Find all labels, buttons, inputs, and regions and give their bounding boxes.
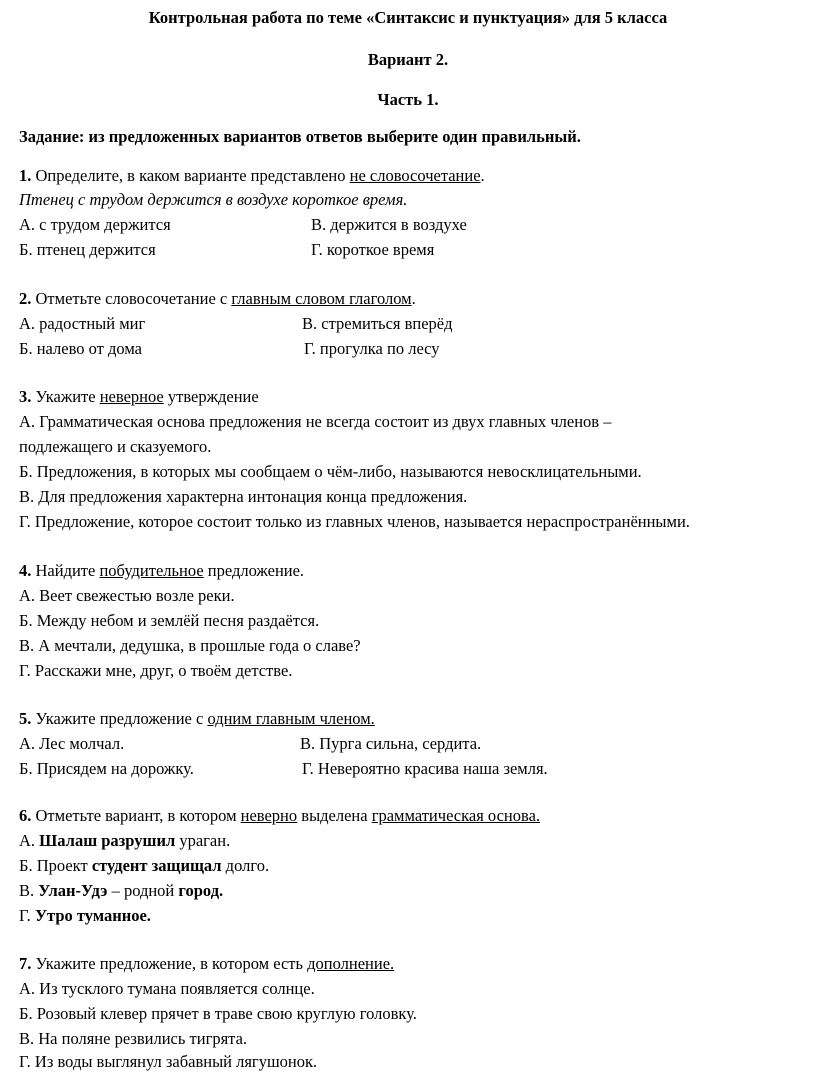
q4-option-v: В. А мечтали, дедушка, в прошлые года о славе? bbox=[19, 636, 361, 655]
bold-grammar-basis: Утро туманное. bbox=[34, 906, 151, 925]
bold-grammar-basis: Шалаш разрушил bbox=[39, 831, 176, 850]
question-4 bbox=[19, 561, 304, 581]
q3-option-a-line2: подлежащего и сказуемого. bbox=[19, 437, 212, 456]
underlined-term: грамматическая основа. bbox=[371, 806, 541, 825]
q6-option-v bbox=[19, 881, 223, 901]
option-text: ураган. bbox=[175, 831, 231, 850]
bold-grammar-basis: Улан-Удэ bbox=[38, 881, 108, 900]
option-text: – родной bbox=[107, 881, 179, 900]
question-number: 1. bbox=[19, 166, 32, 185]
q7-option-b: Б. Розовый клевер прячет в траве свою круглую головку. bbox=[19, 1004, 417, 1023]
question-number: 4. bbox=[19, 561, 32, 580]
question-text-end: . bbox=[411, 289, 416, 308]
option-letter: Г. bbox=[19, 906, 35, 925]
q1-option-a: А. с трудом держится bbox=[19, 215, 171, 234]
question-1 bbox=[19, 166, 485, 186]
q7-option-a: А. Из тусклого тумана появляется солнце. bbox=[19, 979, 315, 998]
question-number: 2. bbox=[19, 289, 32, 308]
underlined-term: неверное bbox=[99, 387, 164, 406]
q1-example-sentence: Птенец с трудом держится в воздухе короткое время. bbox=[19, 190, 408, 209]
q5-option-g: Г. Невероятно красива наша земля. bbox=[302, 759, 548, 778]
underlined-term: не словосочетание bbox=[349, 166, 481, 185]
question-text: Укажите предложение, в котором есть bbox=[31, 954, 308, 973]
question-text-end: . bbox=[480, 166, 485, 185]
question-text: Отметьте вариант, в котором bbox=[31, 806, 241, 825]
question-2 bbox=[19, 289, 416, 309]
question-text-end: предложение. bbox=[203, 561, 305, 580]
q4-option-a: А. Веет свежестью возле реки. bbox=[19, 586, 235, 605]
q4-option-g: Г. Расскажи мне, друг, о твоём детстве. bbox=[19, 661, 293, 680]
underlined-term: дополнение. bbox=[307, 954, 395, 973]
option-letter: А. bbox=[19, 831, 40, 850]
option-letter: В. bbox=[19, 881, 39, 900]
question-number: 5. bbox=[19, 709, 32, 728]
underlined-term: главным словом глаголом bbox=[231, 289, 412, 308]
question-text: Укажите bbox=[31, 387, 100, 406]
q2-option-v: В. стремиться вперёд bbox=[302, 314, 453, 333]
q5-option-a: А. Лес молчал. bbox=[19, 734, 125, 753]
q2-option-a: А. радостный миг bbox=[19, 314, 146, 333]
question-number: 3. bbox=[19, 387, 32, 406]
option-text: Б. Проект bbox=[19, 856, 92, 875]
q3-option-g: Г. Предложение, которое состоит только из главных членов, называется нераспространёнными. bbox=[19, 512, 690, 531]
question-number: 6. bbox=[19, 806, 32, 825]
q7-option-g: Г. Из воды выглянул забавный лягушонок. bbox=[19, 1052, 318, 1071]
q1-option-v: В. держится в воздухе bbox=[311, 215, 467, 234]
question-5 bbox=[19, 709, 375, 729]
question-text: Отметьте словосочетание с bbox=[31, 289, 232, 308]
question-text-end: утверждение bbox=[163, 387, 259, 406]
q2-option-g: Г. прогулка по лесу bbox=[304, 339, 440, 358]
document-title: Контрольная работа по теме «Синтаксис и пунктуация» для 5 класса bbox=[148, 8, 668, 27]
question-text: Определите, в каком варианте представлено bbox=[31, 166, 350, 185]
underlined-term: неверно bbox=[240, 806, 298, 825]
q3-option-a-line1: А. Грамматическая основа предложения не всегда состоит из двух главных членов – bbox=[19, 412, 612, 431]
q4-option-b: Б. Между небом и землёй песня раздаётся. bbox=[19, 611, 320, 630]
variant-heading: Вариант 2. bbox=[367, 50, 449, 69]
underlined-term: побудительное bbox=[99, 561, 204, 580]
q5-option-b: Б. Присядем на дорожку. bbox=[19, 759, 194, 778]
part-heading: Часть 1. bbox=[377, 90, 439, 109]
q6-option-g bbox=[19, 906, 151, 926]
q6-option-a bbox=[19, 831, 230, 851]
question-3 bbox=[19, 387, 259, 407]
q5-option-v: В. Пурга сильна, сердита. bbox=[300, 734, 482, 753]
question-text: Укажите предложение с bbox=[31, 709, 208, 728]
question-text-mid: выделена bbox=[297, 806, 372, 825]
q7-option-v: В. На поляне резвились тигрята. bbox=[19, 1029, 248, 1048]
q1-option-b: Б. птенец держится bbox=[19, 240, 156, 259]
option-text: долго. bbox=[221, 856, 270, 875]
bold-grammar-basis: студент защищал bbox=[91, 856, 222, 875]
question-7 bbox=[19, 954, 394, 974]
question-6 bbox=[19, 806, 540, 826]
q1-option-g: Г. короткое время bbox=[311, 240, 435, 259]
underlined-term: одним главным членом. bbox=[207, 709, 375, 728]
question-text: Найдите bbox=[31, 561, 100, 580]
bold-grammar-basis: город. bbox=[178, 881, 224, 900]
q3-option-b: Б. Предложения, в которых мы сообщаем о чём-либо, называются невосклицательными. bbox=[19, 462, 642, 481]
question-number: 7. bbox=[19, 954, 32, 973]
q6-option-b bbox=[19, 856, 269, 876]
q3-option-v: В. Для предложения характерна интонация конца предложения. bbox=[19, 487, 468, 506]
task-instruction: Задание: из предложенных вариантов ответов выберите один правильный. bbox=[19, 127, 581, 146]
q2-option-b: Б. налево от дома bbox=[19, 339, 142, 358]
